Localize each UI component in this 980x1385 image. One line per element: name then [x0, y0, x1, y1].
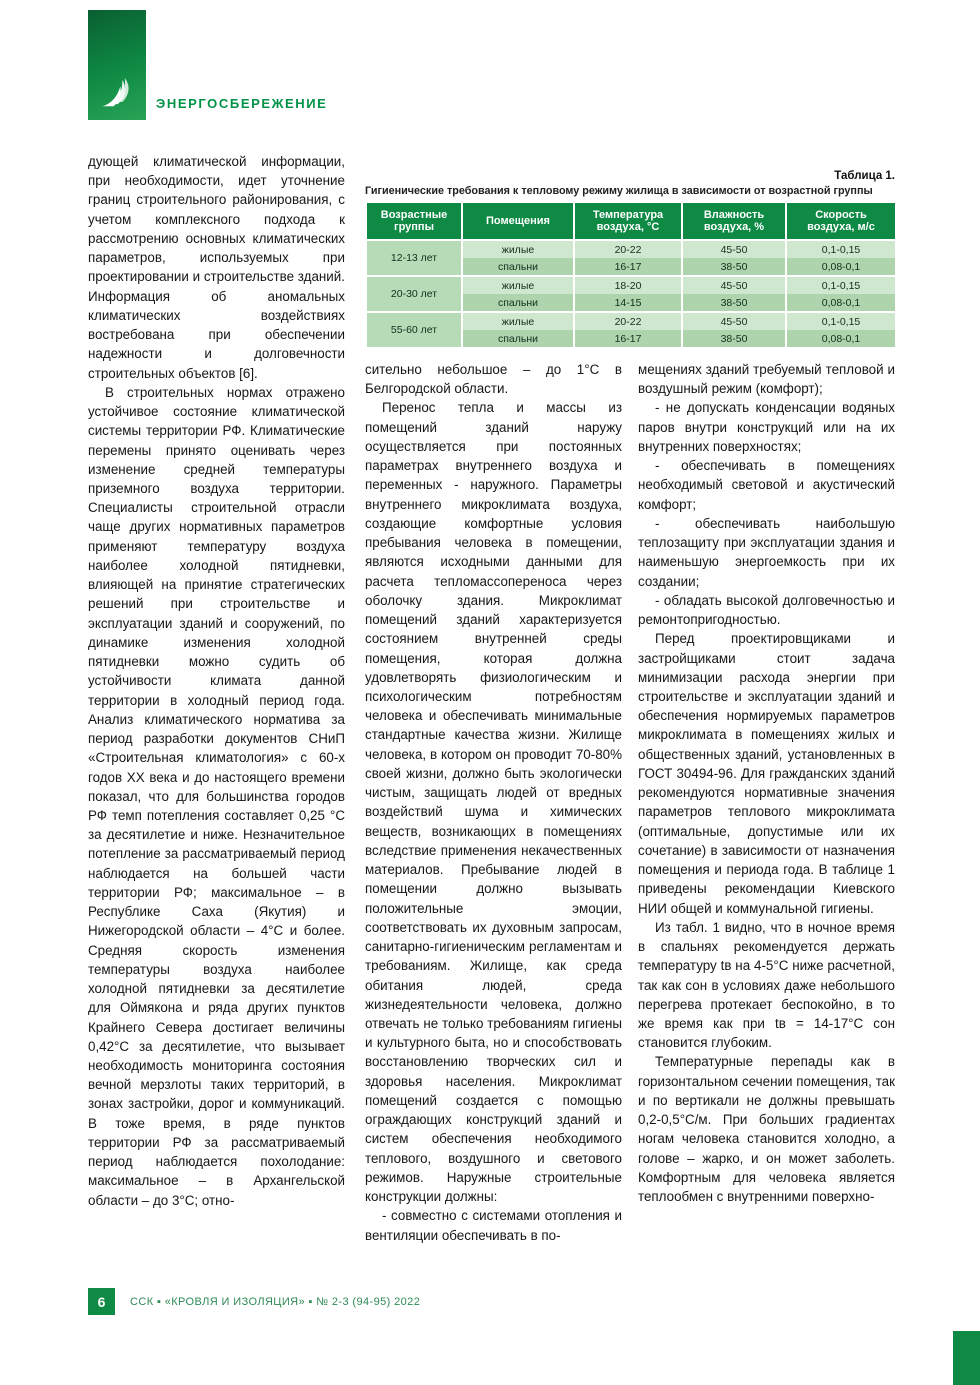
table-row [366, 240, 896, 258]
footer-journal-info: ССК ▪ «КРОВЛЯ И ИЗОЛЯЦИЯ» ▪ № 2-3 (94-95) 2022 [130, 1296, 421, 1308]
table-cell-room: жилые [462, 240, 574, 258]
table-cell-humidity: 45-50 [682, 276, 786, 294]
text-column-3 [638, 360, 895, 1206]
paragraph: - совместно с системами отопления и вентиляции обеспечивать в по- [365, 1208, 622, 1243]
table-cell-speed: 0,08-0,1 [786, 294, 896, 312]
paragraph: - обеспечивать в помещениях необходимый световой и акустический комфорт; [638, 458, 895, 512]
corner-accent-tab [953, 1331, 980, 1385]
section-label: ЭНЕРГОСБЕРЕЖЕНИЕ [156, 96, 328, 111]
table-row [366, 276, 896, 294]
table-cell-humidity: 45-50 [682, 240, 786, 258]
table-header-row [366, 202, 896, 240]
text-column-1 [88, 152, 345, 1210]
table-label: Таблица 1. [834, 170, 895, 182]
table-cell-temp: 20-22 [574, 240, 682, 258]
table-cell-temp: 20-22 [574, 312, 682, 330]
publisher-logo [88, 10, 146, 120]
col-header-age-group: Возрастные группы [366, 202, 462, 240]
paragraph: - не допускать конденсации водяных паров внутри конструкций или на их внутренних поверхностях; [638, 400, 895, 454]
table-cell-age-group: 20-30 лет [366, 276, 462, 312]
col-header-air-speed: Скорость воздуха, м/с [786, 202, 896, 240]
table-cell-speed: 0,08-0,1 [786, 258, 896, 276]
table-cell-humidity: 38-50 [682, 258, 786, 276]
table-cell-speed: 0,1-0,15 [786, 276, 896, 294]
hygiene-requirements-table [365, 201, 897, 349]
table-cell-room: спальни [462, 330, 574, 348]
table-row [366, 312, 896, 330]
paragraph: Перенос тепла и массы из помещений зданий наружу осуществляется при постоянных параметрах внутреннего воздуха и переменных - наружного. Параметры внутреннего микроклимата воздуха, создающие комфортные условия пребывания человека в помещении, являются исходными данными для расчета тепломассопереноса через оболочку здания. Микроклимат помещений зданий характеризуется состоянием внутренней среды помещения, которая должна удовлетворять физиологическим и психологическим потребностям человека и обеспечивать минимальные стандартные качества жизни. Жилище человека, в котором он проводит 70-80% своей жизни, должно быть экологически чистым, защищать людей от вредных воздействий шума и химических веществ, возникающих в помещениях вследствие применения некачественных материалов. Пребывание людей в помещении должно вызывать положительные эмоции, соответствовать их духовным запросам, санитарно-гигиеническим регламентам и требованиям. Жилище, как среда обитания людей, среда жизнедеятельности человека, должно отвечать не только требованиям гигиены и культурного быта, но и способствовать восстановлению творческих сил и здоровья населения. Микроклимат помещений создается с помощью ограждающих конструкций зданий и систем обеспечения необходимого теплового, воздушного и светового режимов. Наружные строительные конструкции должны: [365, 400, 622, 1205]
table-caption: Гигиенические требования к тепловому режиму жилища в зависимости от возрастной группы [365, 185, 873, 197]
paragraph: мещениях зданий требуемый тепловой и воздушный режим (комфорт); [638, 362, 895, 397]
paragraph: Температурные перепады как в горизонтальном сечении помещения, так и по вертикали не должны превышать 0,2-0,5°С/м. При больших градиентах ногам человека становится холодно, а голове – жарко, и он может заболеть. Комфортным для человека является теплообмен с внутренними поверхно- [638, 1054, 895, 1205]
table-cell-temp: 14-15 [574, 294, 682, 312]
page-number-badge: 6 [88, 1288, 115, 1315]
table-cell-temp: 18-20 [574, 276, 682, 294]
table-cell-room: жилые [462, 312, 574, 330]
table-cell-temp: 16-17 [574, 258, 682, 276]
table-cell-age-group: 12-13 лет [366, 240, 462, 276]
table-cell-room: жилые [462, 276, 574, 294]
table-cell-temp: 16-17 [574, 330, 682, 348]
paragraph: - обеспечивать наибольшую теплозащиту при эксплуатации здания и наименьшую энергоемкость при их создании; [638, 515, 895, 589]
table-cell-room: спальни [462, 258, 574, 276]
col-header-rooms: Помещения [462, 202, 574, 240]
paragraph: дующей климатической информации, при необходимости, идет уточнение границ строительного районирования, с учетом комплексного подхода к рассмотрению основных климатических параметров, используемых при проектировании и строительстве зданий. Информация об аномальных климатических воздействиях востребована при обеспечении надежности и долговечности строительных объектов [6]. [88, 154, 345, 381]
table-cell-age-group: 55-60 лет [366, 312, 462, 348]
col-header-temperature: Температура воздуха, °С [574, 202, 682, 240]
table-cell-room: спальни [462, 294, 574, 312]
table-cell-speed: 0,1-0,15 [786, 240, 896, 258]
paragraph: Из табл. 1 видно, что в ночное время в спальнях рекомендуется держать температуру tв на 4-5°С ниже расчетной, так как сон в условиях даже небольшого перегрева протекает беспокойно, в то же время как при tв = 14-17°С сон становится глубоким. [638, 919, 895, 1051]
table-cell-speed: 0,08-0,1 [786, 330, 896, 348]
paragraph: сительно небольшое – до 1°С в Белгородской области. [365, 362, 622, 397]
table-1-block [365, 170, 895, 349]
table-cell-humidity: 38-50 [682, 330, 786, 348]
paragraph: - обладать высокой долговечностью и ремонтопригодностью. [638, 592, 895, 628]
table-cell-speed: 0,1-0,15 [786, 312, 896, 330]
text-column-2 [365, 360, 622, 1245]
paragraph: В строительных нормах отражено устойчивое состояние климатической системы территории РФ. Климатические перемены принято оценивать через изменение средней температуры приземного воздуха территории. Специалисты строительной отрасли чаще других нормативных параметров применяют температуру воздуха наиболее холодной пятидневки, влияющей на принятие стратегических решений при строительстве и эксплуатации зданий и сооружений, по динамике изменения холодной пятидневки можно судить об устойчивости климата данной территории в холодный период года. Анализ климатического норматива за период разработки документов СНиП «Строительная климатология» с 60-х годов ХХ века и до настоящего времени показал, что для большинства городов РФ темп потепления составляет 0,25 °С за десятилетие и ниже. Незначительное потепление за рассматриваемый период наблюдается на большей части территории РФ; максимальное – в Республике Саха (Якутия) и Нижегородской области – 4°С и более. Средняя скорость изменения температуры воздуха наиболее холодной пятидневки за десятилетие для Оймякона и ряда других пунктов Крайнего Севера достигает величины 0,42°С за десятилетие, что вызывает необходимость мониторинга состояния вечной мерзлоты таких территорий, в зонах застройки, дорог и коммуникаций. В тоже время, в ряде пунктов территории РФ за рассматриваемый период наблюдается похолодание: максимальное – в Архангельской области – до 3°С; отно- [88, 384, 345, 1208]
table-cell-humidity: 38-50 [682, 294, 786, 312]
table-cell-humidity: 45-50 [682, 312, 786, 330]
paragraph: Перед проектировщиками и застройщиками стоит задача минимизации расхода энергии при строительстве и эксплуатации зданий и обеспечения нормируемых параметров микроклимата в помещениях жилых и общественных зданий, установленных в ГОСТ 30494-96. Для гражданских зданий рекомендуются нормативные значения параметров теплового микроклимата (оптимальные, допустимые или их сочетание) в зависимости от назначения помещения и периода года. В таблице 1 приведены рекомендации Киевского НИИ общей и коммунальной гигиены. [638, 631, 895, 916]
col-header-humidity: Влажность воздуха, % [682, 202, 786, 240]
